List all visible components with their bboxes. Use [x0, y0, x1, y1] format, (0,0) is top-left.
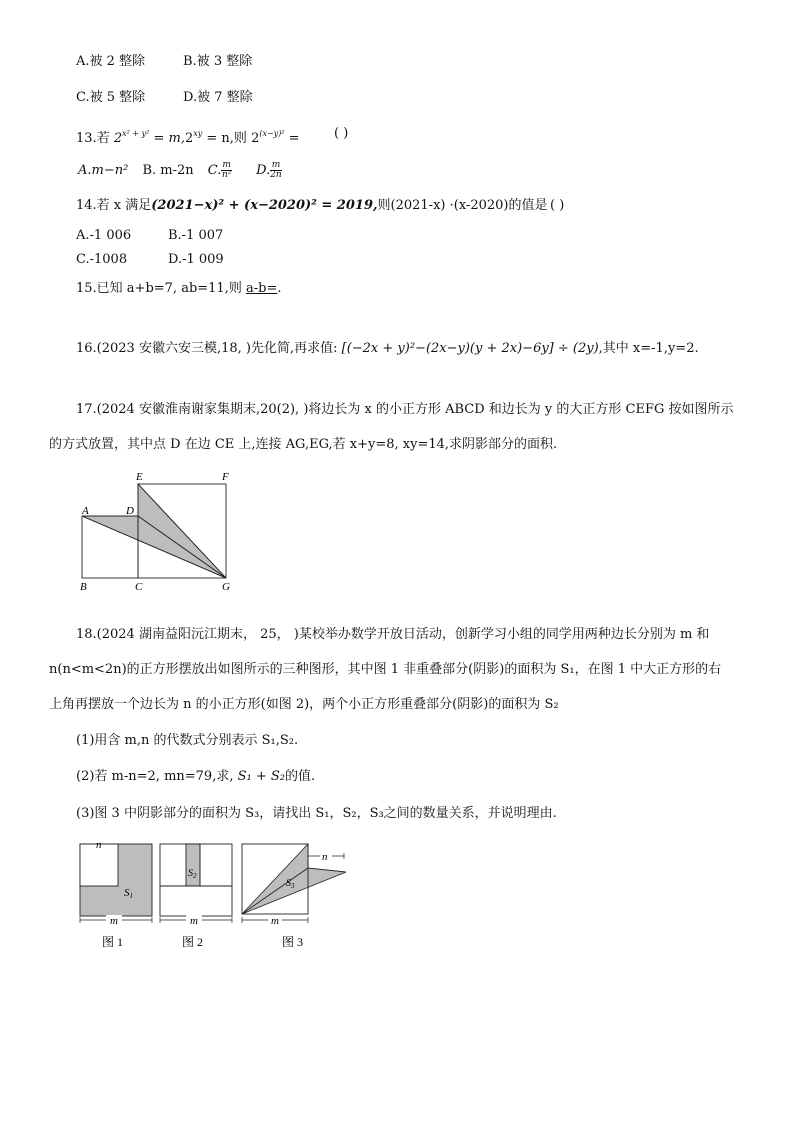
q12-option-c: C.被 5 整除: [76, 90, 146, 105]
q18-figure-2: [156, 838, 236, 950]
fig3-label-m: m: [271, 915, 279, 927]
fig2-label-s2: $S_2$: [188, 868, 197, 880]
q13-stem: 13.若 $2^{x^2 + y^2} = m,2^{xy} = n$,则 $2^{(x-y)^2}$ =: [76, 129, 300, 146]
q17-label-g: G: [222, 581, 230, 592]
fig2-label-m: m: [190, 915, 198, 927]
q12-option-a: A.被 2 整除: [76, 54, 146, 69]
q14-option-a: A.-1 006: [76, 228, 132, 243]
q13-option-b: B. m-2n: [142, 163, 194, 178]
fig1-label-m: m: [110, 915, 118, 927]
fig1-caption: 图 1: [102, 935, 124, 949]
q17-label-a: A: [82, 505, 89, 517]
q16-stem: 16.(2023 安徽六安三模,18, )先化简,再求值: [(−2x + y)²−(2x−y)(y + 2x)−6y] ÷ (2y),其中 x=-1,y=2.: [76, 341, 699, 356]
q18-sub-2: (2)若 m-n=2, mn=79,求, S₁ + S₂的值.: [76, 769, 316, 784]
q17-label-c: C: [135, 581, 143, 592]
q18-figure-3: [236, 838, 356, 950]
q18-sub-3: (3)图 3 中阴影部分的面积为 S₃，请找出 S₁，S₂，S₃之间的数量关系，并说明理由.: [76, 806, 557, 821]
q13-option-a: A.m−n²: [78, 163, 129, 178]
fig3-label-s3: $S_3$: [286, 878, 295, 890]
q17-label-f: F: [222, 471, 229, 483]
fig3-caption: 图 3: [282, 935, 304, 949]
q18-line-3: 上角再摆放一个边长为 n 的小正方形(如图 2)，两个小正方形重叠部分(阴影)的面积为 S₂: [49, 697, 559, 712]
q13-options: [78, 161, 282, 180]
q17-line-2: 的方式放置，其中点 D 在边 CE 上,连接 AG,EG,若 x+y=8, xy=14,求阴影部分的面积.: [49, 437, 558, 452]
q17-label-b: B: [80, 581, 87, 592]
q13-answer-paren: ( ): [334, 126, 349, 141]
fig1-label-n: n: [96, 839, 102, 851]
fig2-caption: 图 2: [182, 935, 204, 949]
q17-line-1: 17.(2024 安徽淮南谢家集期末,20(2), )将边长为 x 的小正方形 ABCD 和边长为 y 的大正方形 CEFG 按如图所示: [76, 402, 734, 417]
q13-option-c: C. $\frac{m}{\text{n²}}$: [207, 160, 232, 180]
q12-option-b: B.被 3 整除: [183, 54, 253, 69]
q14-option-b: B.-1 007: [168, 228, 224, 243]
fig1-label-s1: S1: [124, 887, 133, 900]
q18-line-2: n(n<m<2n)的正方形摆放出如图所示的三种图形，其中图 1 非重叠部分(阴影)的面积为 S₁，在图 1 中大正方形的右: [49, 662, 722, 677]
q18-figure-1: [76, 838, 156, 950]
q17-label-e: E: [136, 471, 143, 483]
q18-sub-1: (1)用含 m,n 的代数式分别表示 S₁,S₂.: [76, 733, 299, 748]
fig3-label-n: n: [322, 851, 328, 863]
q15-stem: 15.已知 a+b=7, ab=11,则 a-b=.: [76, 281, 282, 296]
q18-line-1: 18.(2024 湖南益阳沅江期末， 25， )某校举办数学开放日活动，创新学习小组的同学用两种边长分别为 m 和: [76, 627, 710, 642]
q17-label-d: D: [126, 505, 134, 517]
q12-option-d: D.被 7 整除: [183, 90, 253, 105]
q14-answer-paren: ( ): [550, 198, 565, 213]
q14-stem: 14.若 x 满足(2021−x)² + (x−2020)² = 2019,则(2021-x) ·(x-2020)的值是: [76, 198, 548, 213]
q13-option-d: D. $\frac{m}{2n}$: [256, 160, 282, 180]
q14-option-c: C.-1008: [76, 252, 128, 267]
q14-option-d: D.-1 009: [168, 252, 224, 267]
q17-figure: [74, 468, 244, 592]
